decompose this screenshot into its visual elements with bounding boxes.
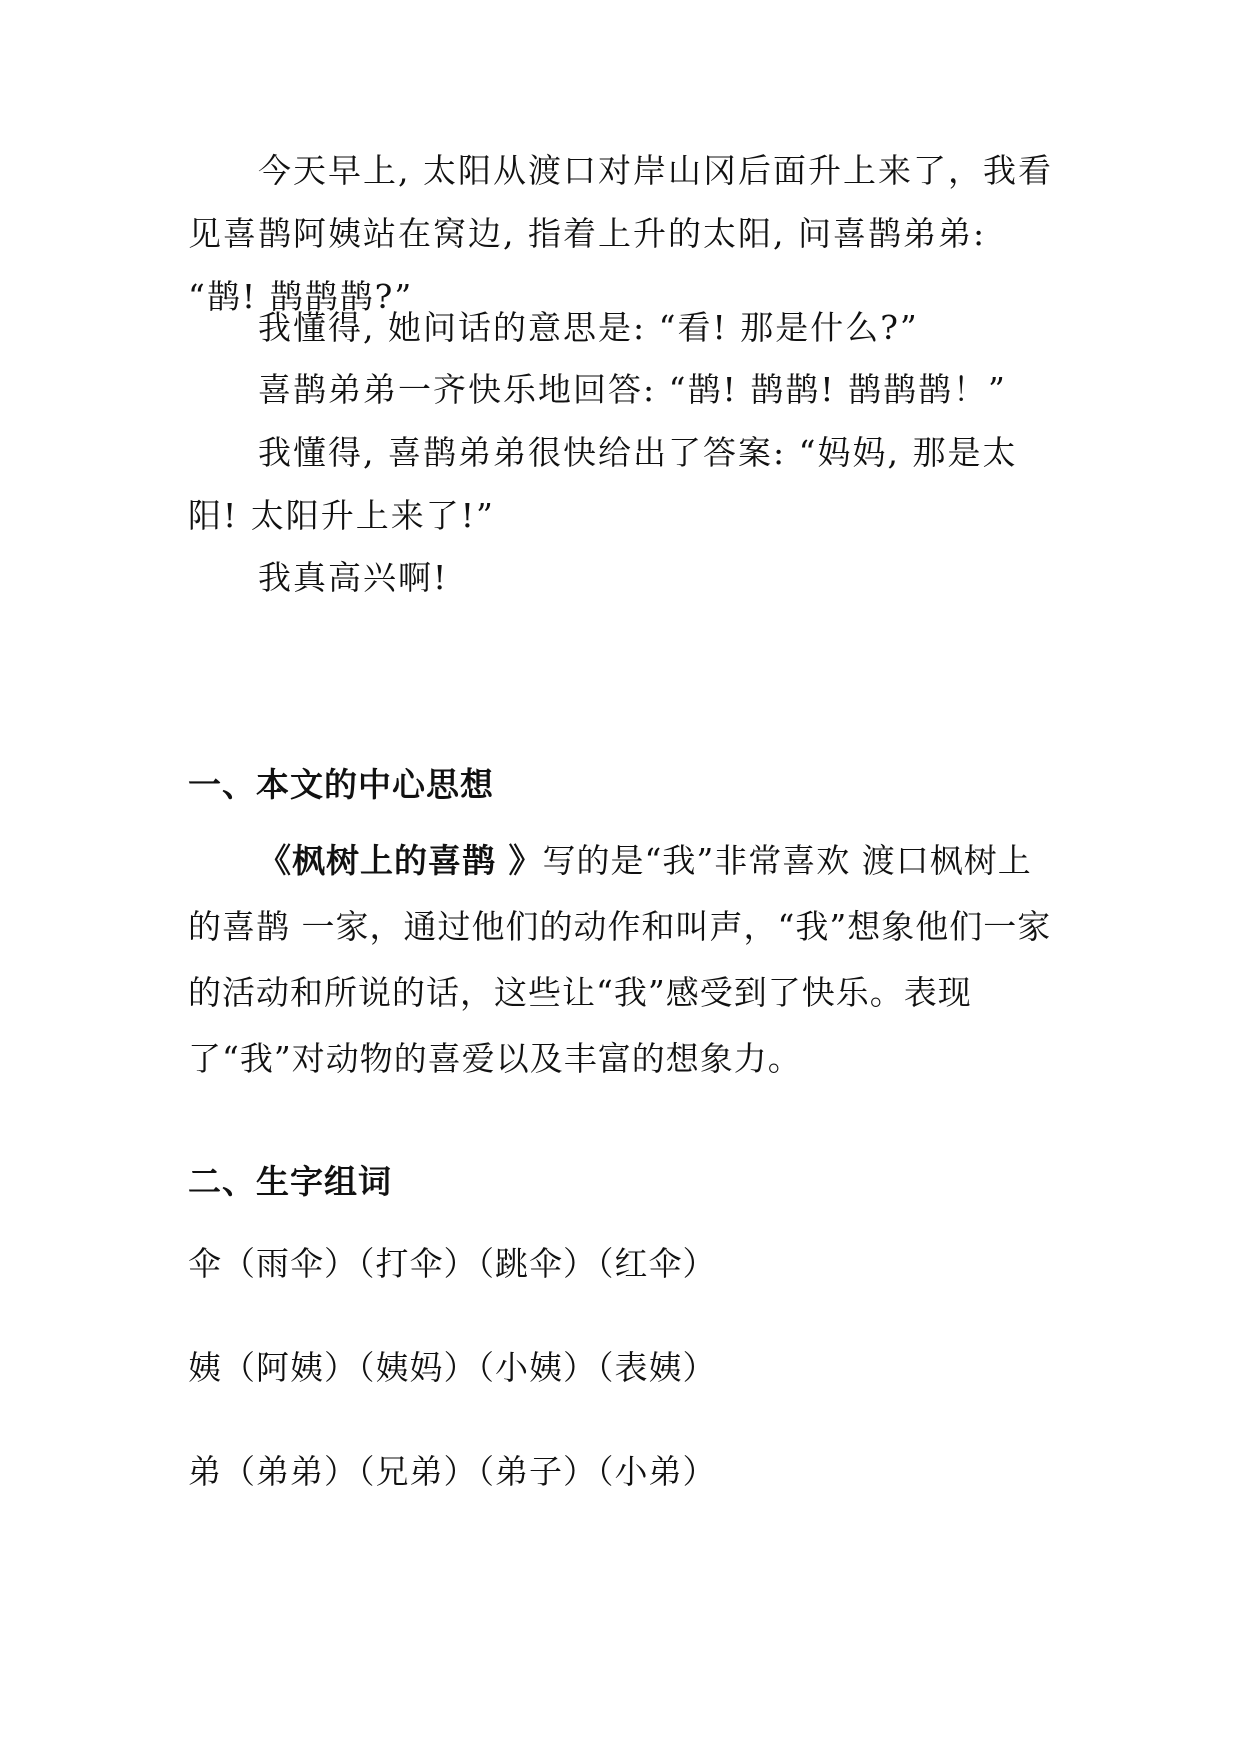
vocab-row: 伞（雨伞）（打伞）（跳伞）（红伞） xyxy=(188,1244,717,1283)
vocab-row: 弟（弟弟）（兄弟）（弟子）（小弟） xyxy=(188,1452,717,1491)
main-idea-text: 写的是“我”非常喜欢 渡口枫树上的喜鹊 一家，通过他们的动作和叫声，“我”想象他们一家的活动和所说的话，这些让“我”感受到了快乐。表现了“我”对动物的喜爱以及丰富的想象力。 xyxy=(188,841,1052,1078)
story-paragraph-1: 今天早上, 太阳从渡口对岸山冈后面升上来了，我看见喜鹊阿姨站在窝边, 指着上升的太阳, 问喜鹊弟弟: “鹊! 鹊鹊鹊?” xyxy=(188,151,1053,316)
story-paragraph-3: 喜鹊弟弟一齐快乐地回答: “鹊! 鹊鹊! 鹊鹊鹊！” xyxy=(258,370,1007,409)
section-heading-main-idea: 一、本文的中心思想 xyxy=(188,765,494,804)
story-paragraph-2: 我懂得, 她问话的意思是: “看! 那是什么?” xyxy=(258,308,919,347)
book-title: 《枫树上的喜鹊 》 xyxy=(258,841,543,880)
main-idea-paragraph xyxy=(188,828,1058,1092)
story-paragraph-4: 我懂得, 喜鹊弟弟很快给出了答案: “妈妈, 那是太阳! 太阳升上来了!” xyxy=(188,433,1018,535)
section-heading-vocabulary: 二、生字组词 xyxy=(188,1162,392,1201)
story-paragraph-5: 我真高兴啊! xyxy=(258,558,449,597)
vocab-row: 姨（阿姨）（姨妈）（小姨）（表姨） xyxy=(188,1348,717,1387)
